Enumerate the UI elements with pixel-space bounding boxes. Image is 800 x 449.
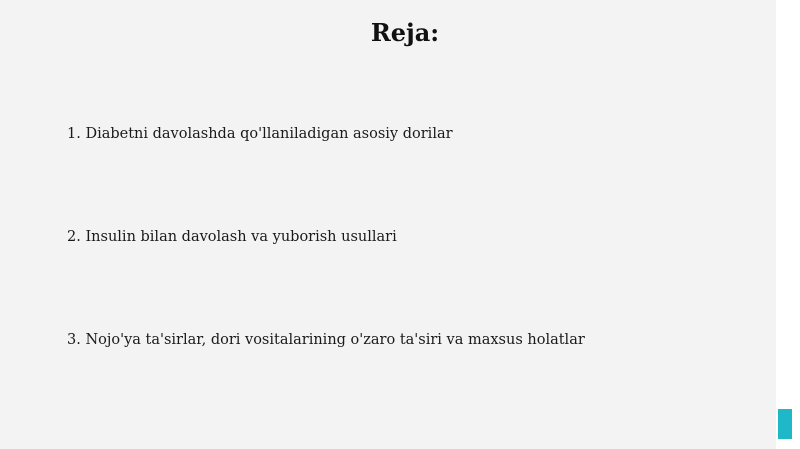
- plan-item-2: 2. Insulin bilan davolash va yuborish usullari: [67, 229, 397, 245]
- scrollbar-thumb[interactable]: [778, 409, 792, 439]
- plan-item-3: 3. Nojo'ya ta'sirlar, dori vositalarining o'zaro ta'siri va maxsus holatlar: [67, 332, 585, 348]
- slide-title: Reja:: [370, 18, 440, 47]
- plan-item-1: 1. Diabetni davolashda qo'llaniladigan asosiy dorilar: [67, 126, 453, 142]
- scrollbar-track[interactable]: [776, 0, 800, 449]
